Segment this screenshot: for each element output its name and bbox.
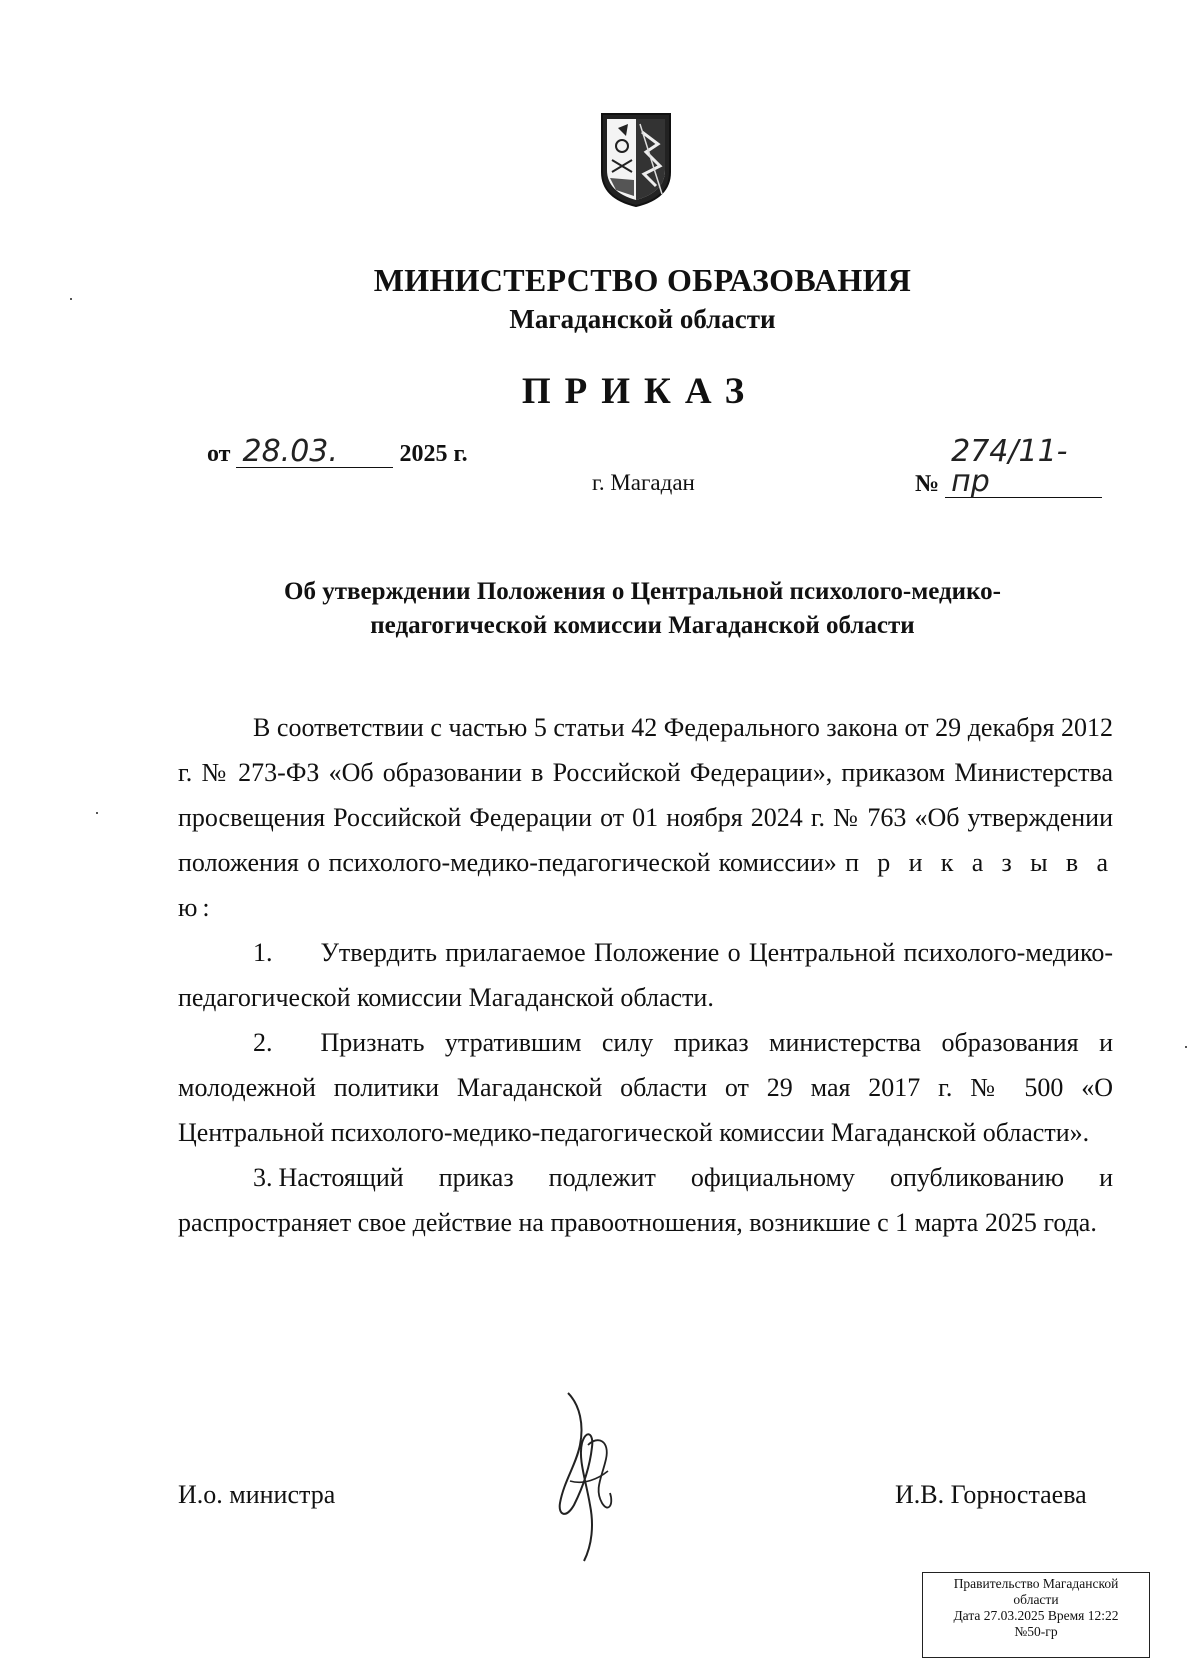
date-prefix: от (207, 441, 231, 467)
ministry-title: МИНИСТЕРСТВО ОБРАЗОВАНИЯ (373, 262, 912, 298)
subject-line-1: Об утверждении Положения о Центральной психолого-медико- (284, 578, 1001, 605)
signatory-position: И.о. министра (178, 1480, 336, 1509)
stamp-line-4: №50-гр (1014, 1624, 1058, 1639)
handwritten-date: 28.03. (236, 437, 393, 468)
item-paragraph-2 (178, 1020, 1113, 1155)
item-number: 1. (253, 938, 273, 967)
handwritten-number: 274/11-пр (945, 437, 1102, 498)
number-prefix: № (915, 471, 940, 497)
stamp-line-3: Дата 27.03.2025 Время 12:22 (953, 1608, 1119, 1623)
document-subject (150, 575, 1135, 643)
date-line (207, 434, 468, 469)
item-text: Признать утратившим силу приказ министерства образования и молодежной политики Магаданской области от 29 мая 2017 г. № 500 «О Центральной психолого-медико-педагогической комиссии Магаданской области». (178, 1028, 1113, 1147)
date-year: 2025 г. (399, 441, 468, 467)
region-title: Магаданской области (509, 304, 776, 334)
stamp-line-2: области (1013, 1592, 1059, 1607)
scan-speck (96, 812, 98, 814)
registration-stamp (922, 1572, 1150, 1658)
subject-line-2: педагогической комиссии Магаданской области (370, 612, 915, 639)
item-paragraph-3 (178, 1155, 1113, 1245)
number-line (915, 434, 1108, 499)
stamp-line-1: Правительство Магаданской (953, 1576, 1119, 1591)
item-text: Утвердить прилагаемое Положение о Центральной психолого-медико-педагогической комиссии Магаданской области. (178, 938, 1113, 1012)
decree-word: п р и к а з ы в а ю: (178, 848, 1113, 922)
coat-of-arms-icon (598, 110, 674, 208)
scan-speck (1185, 1046, 1187, 1048)
item-number: 3. (253, 1163, 273, 1192)
document-type-title: ПРИКАЗ (521, 371, 759, 412)
item-paragraph-1 (178, 930, 1113, 1020)
preamble-text: В соответствии с частью 5 статьи 42 Федерального закона от 29 декабря 2012 г. № 273-ФЗ «Об образовании в Российской Федерации», приказом Министерства просвещения Российской Федерации от 01 ноября 2024 г. № 763 «Об утверждении положения о психолого-медико-педагогической комиссии» (178, 713, 1113, 877)
signatory-name: И.В. Горностаева (895, 1480, 1087, 1509)
city-label: г. Магадан (592, 470, 695, 495)
preamble-paragraph (178, 705, 1113, 930)
handwritten-signature (540, 1385, 630, 1565)
document-body (178, 705, 1113, 1245)
scan-speck (70, 298, 72, 300)
item-text: Настоящий приказ подлежит официальному опубликованию и распространяет свое действие на правоотношения, возникшие с 1 марта 2025 года. (178, 1163, 1113, 1237)
item-number: 2. (253, 1028, 273, 1057)
